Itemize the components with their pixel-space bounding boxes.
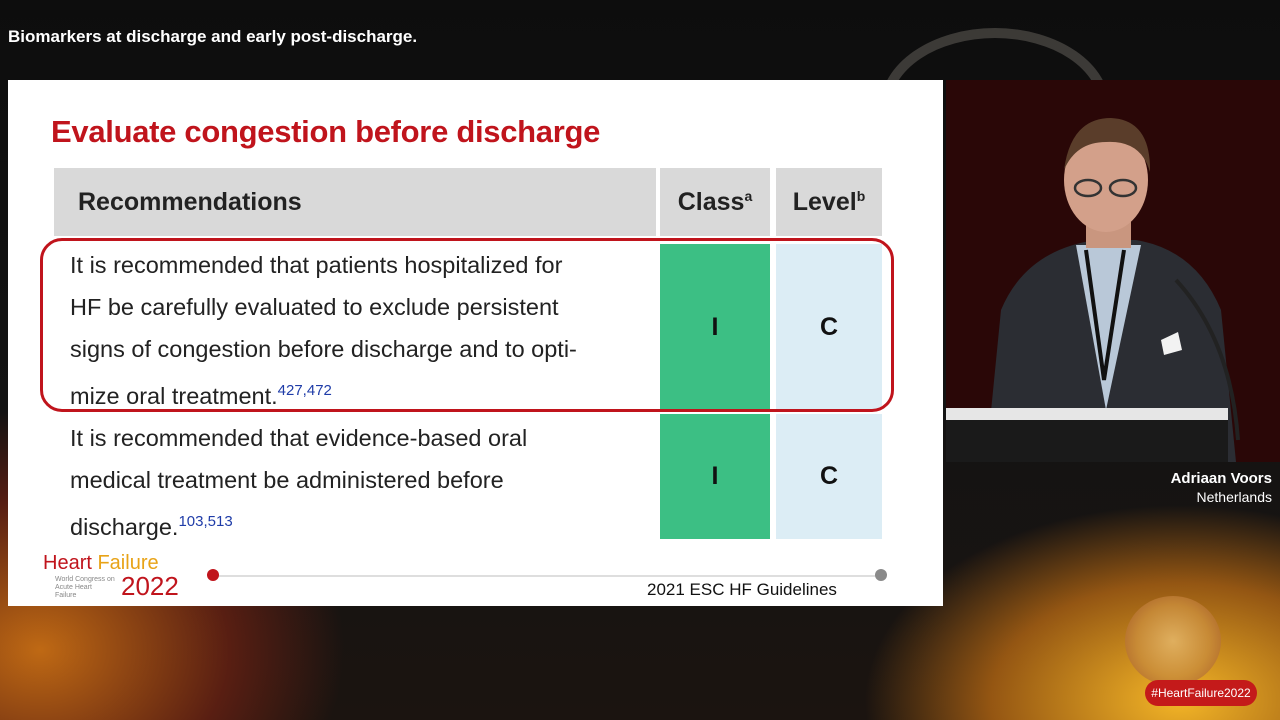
speaker-name: Adriaan Voors (1170, 470, 1272, 487)
heart-failure-logo (41, 552, 201, 602)
logo-tagline: World Congress on Acute Heart Failure (55, 576, 115, 599)
header-label: Recommendations (78, 187, 302, 216)
progress-start-dot (207, 569, 219, 581)
footnote-marker: a (744, 188, 753, 204)
header-label: Class (677, 187, 745, 216)
text-line: mize oral treatment. (70, 382, 278, 409)
hashtag-badge: #HeartFailure2022 (1145, 680, 1257, 706)
slide-progress-track (213, 575, 881, 577)
recommendation-text-2 (70, 417, 635, 548)
slide-title: Evaluate congestion before discharge (51, 114, 601, 149)
progress-end-dot (875, 569, 887, 581)
logo-word-failure: Failure (97, 552, 159, 574)
text-line: medical treatment be administered before (70, 467, 504, 493)
table-header-level (776, 168, 882, 236)
text-line: HF be carefully evaluated to exclude persistent (70, 294, 559, 320)
header-label: Level (792, 187, 857, 216)
reference-numbers: 103,513 (178, 513, 233, 530)
presentation-slide (8, 80, 943, 606)
table-header-class (660, 168, 770, 236)
text-line: It is recommended that evidence-based oral (70, 425, 528, 451)
speaker-country: Netherlands (1196, 489, 1272, 505)
logo-word-heart: Heart (43, 552, 92, 574)
speaker-video (946, 80, 1280, 462)
text-line: It is recommended that patients hospitalized for (70, 252, 563, 278)
reference-numbers: 427,472 (277, 382, 332, 399)
class-cell-2: I (660, 414, 770, 539)
class-cell-1: I (660, 244, 770, 410)
congress-emblem (1125, 596, 1221, 686)
speaker-silhouette (946, 80, 1280, 462)
session-title: Biomarkers at discharge and early post-discharge. (8, 27, 418, 46)
text-line: discharge. (70, 513, 179, 540)
highlight-outline (40, 238, 894, 412)
logo-year: 2022 (121, 571, 179, 601)
text-line: signs of congestion before discharge and to opti- (70, 336, 577, 362)
source-citation: 2021 ESC HF Guidelines (647, 580, 837, 599)
level-cell-1: C (776, 244, 882, 410)
table-header-recommendations (54, 168, 656, 236)
footnote-marker: b (856, 188, 866, 204)
level-cell-2: C (776, 414, 882, 539)
